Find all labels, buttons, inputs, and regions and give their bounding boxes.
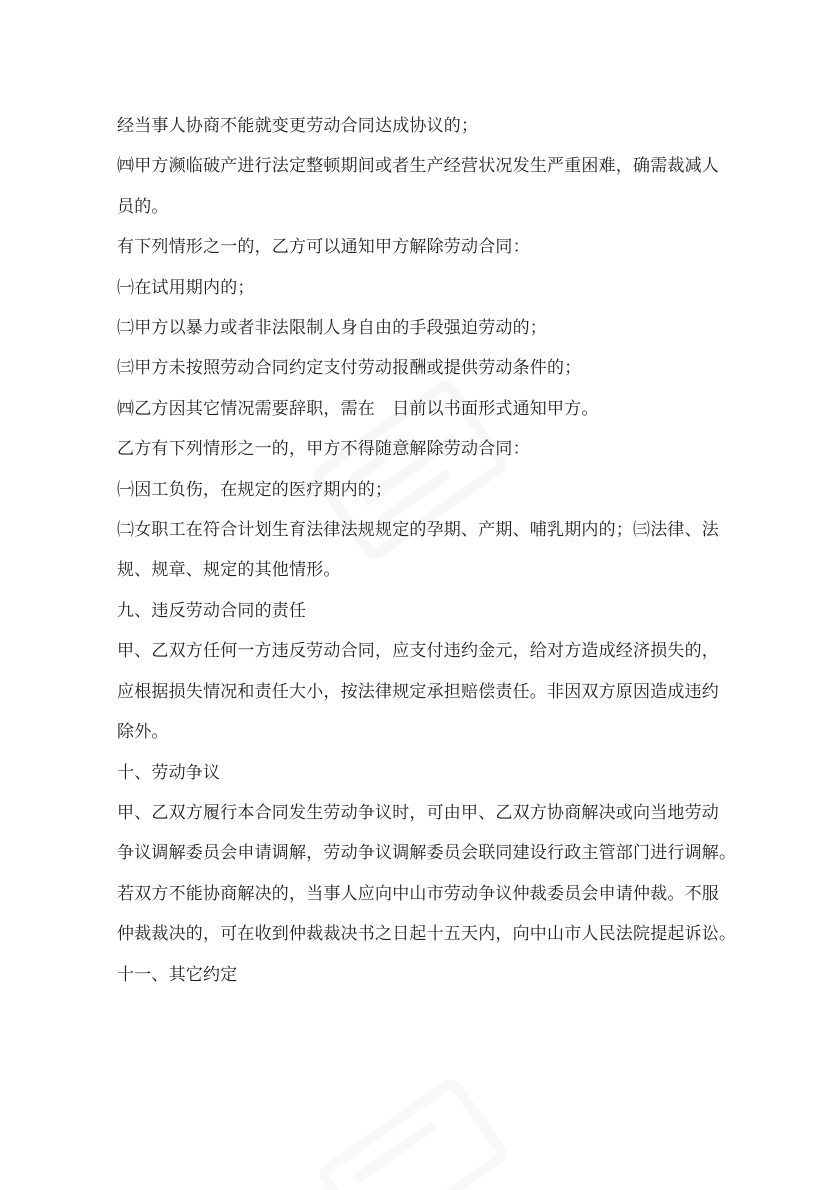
text-line: 除外。 [117,722,169,743]
section-heading: 十一、其它约定 [117,964,238,985]
text-line: 仲裁裁决的，可在收到仲裁裁决书之日起十五天内，向中山市人民法院提起诉讼。 [117,924,737,945]
text-line: ㈠在试用期内的； [117,277,255,298]
text-line: ㈣甲方濒临破产进行法定整顿期间或者生产经营状况发生严重困难，确需裁减人 [117,156,719,177]
text-line: 乙方有下列情形之一的，甲方不得随意解除劳动合同： [117,439,530,460]
text-line: 应根据损失情况和责任大小，按法律规定承担赔偿责任。非因双方原因造成违约 [117,681,719,702]
text-line: ㈡女职工在符合计划生育法律法规规定的孕期、产期、哺乳期内的；㈢法律、法 [117,520,719,541]
section-heading: 十、劳动争议 [117,762,221,783]
text-line: 员的。 [117,196,169,217]
text-line: 甲、乙双方履行本合同发生劳动争议时，可由甲、乙双方协商解决或向当地劳动 [117,802,719,823]
text-line: 经当事人协商不能就变更劳动合同达成协议的； [117,116,479,136]
text-line: ㈣乙方因其它情况需要辞职，需在 日前以书面形式通知甲方。 [117,398,599,419]
text-line: 甲、乙双方任何一方违反劳动合同，应支付违约金元，给对方造成经济损失的， [117,641,719,662]
text-line: 争议调解委员会申请调解，劳动争议调解委员会联同建设行政主管部门进行调解。 [117,843,737,864]
section-heading: 九、违反劳动合同的责任 [117,600,307,621]
text-line: 规、规章、规定的其他情形。 [117,560,341,581]
text-line: 若双方不能协商解决的，当事人应向中山市劳动争议仲裁委员会申请仲裁。不服 [117,883,719,904]
text-line: ㈠因工负伤，在规定的医疗期内的； [117,479,393,500]
text-line: ㈢甲方未按照劳动合同约定支付劳动报酬或提供劳动条件的； [117,358,582,379]
text-line: 有下列情形之一的，乙方可以通知甲方解除劳动合同： [117,237,530,258]
text-line: ㈡甲方以暴力或者非法限制人身自由的手段强迫劳动的； [117,318,547,339]
document-body [117,106,737,995]
